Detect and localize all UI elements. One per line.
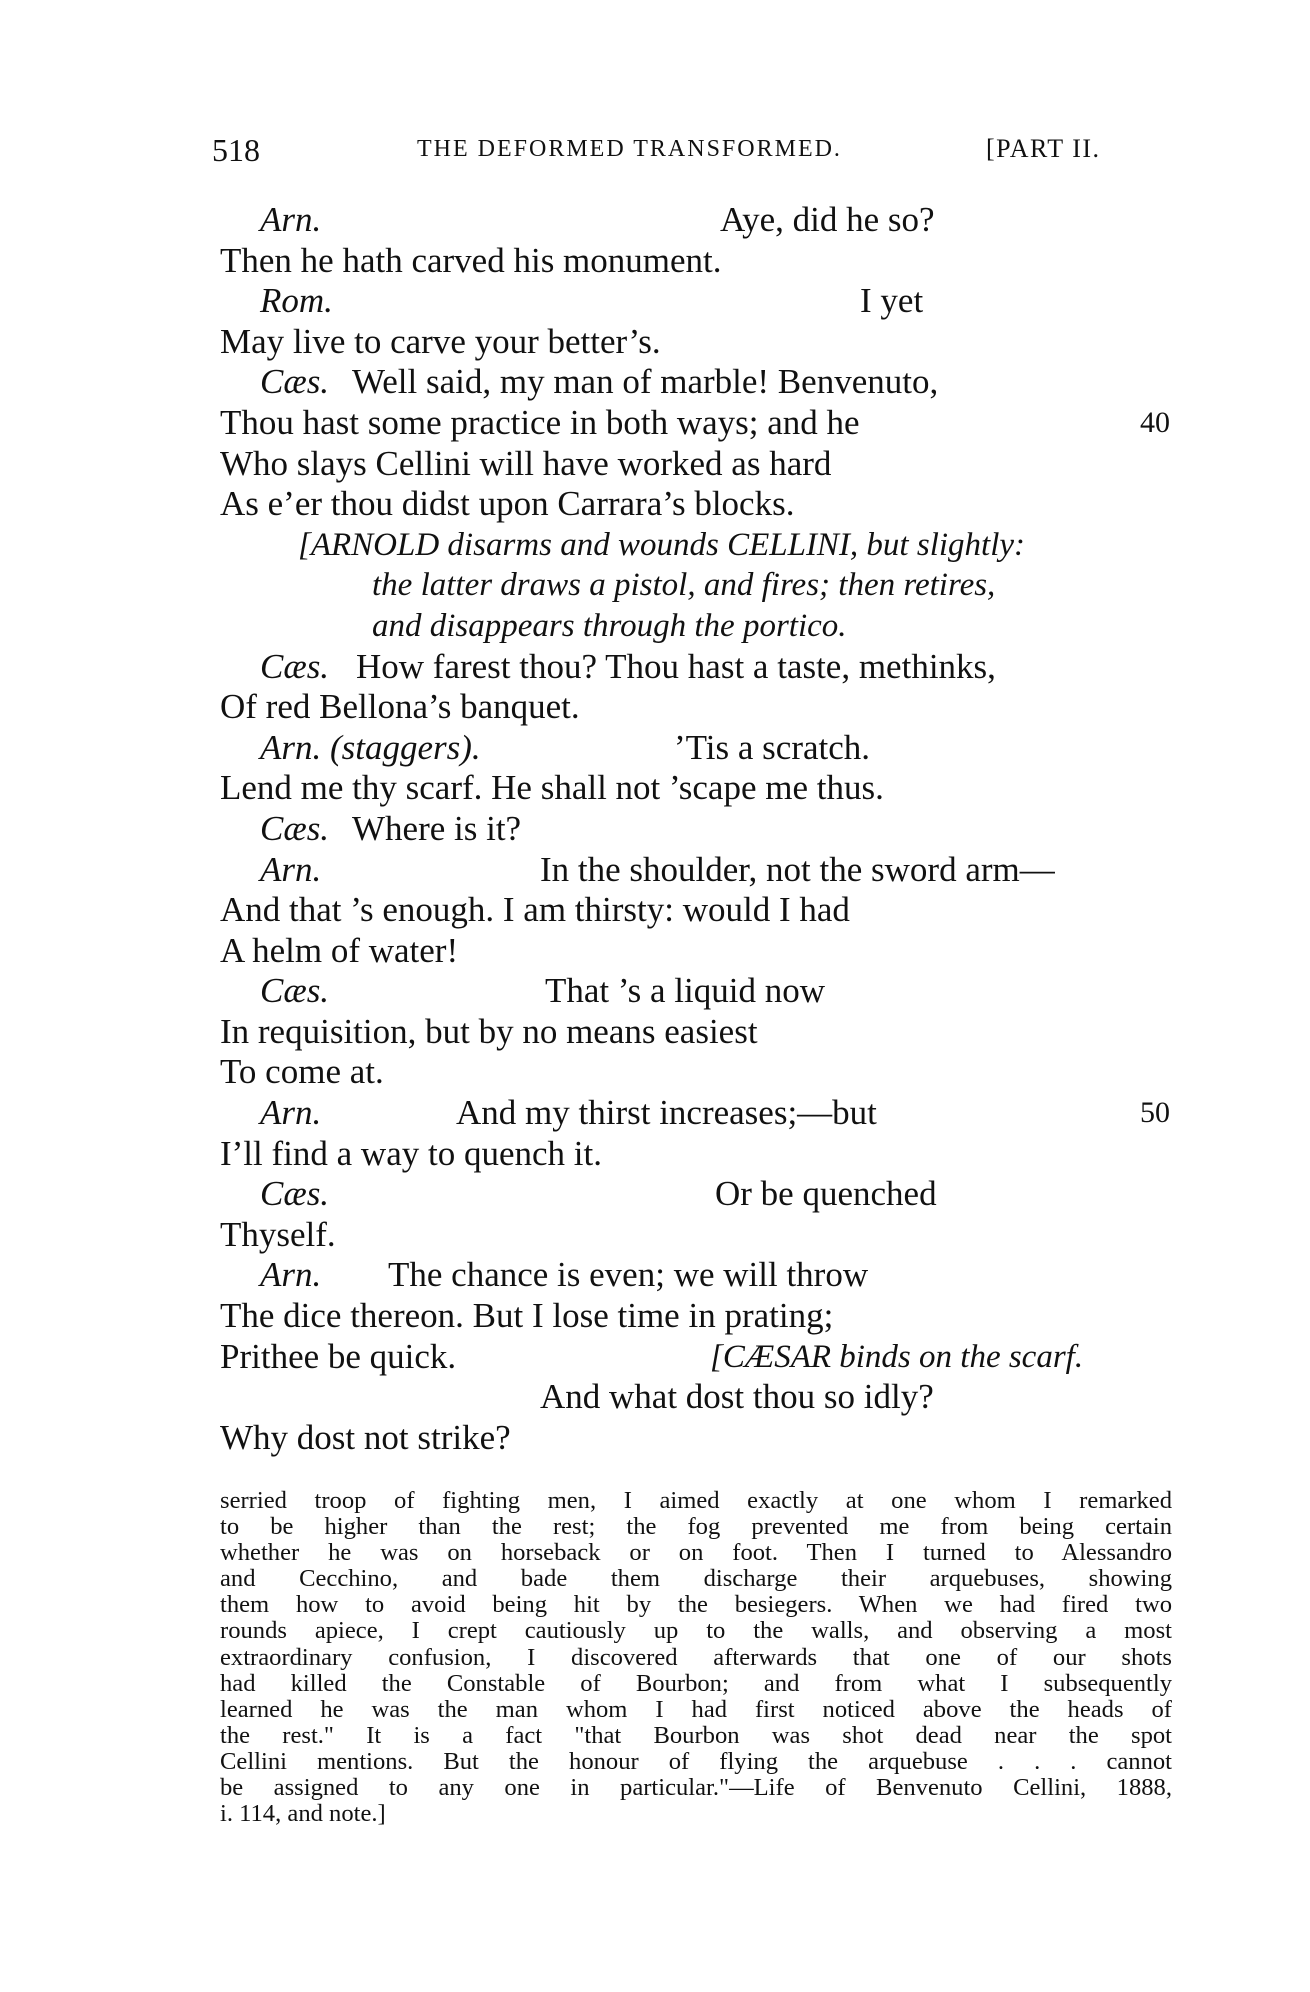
- speaker: Cæs.: [260, 971, 330, 1011]
- line-text: Of red Bellona’s banquet.: [220, 687, 580, 727]
- line-text: I’ll find a way to quench it.: [220, 1133, 602, 1173]
- footnote-line: rounds apiece, I crept cautiously up to the walls, and observing a most: [220, 1617, 1172, 1645]
- line-text: Thyself.: [220, 1214, 336, 1254]
- running-header: [212, 132, 1172, 176]
- footnote-line: extraordinary confusion, I discovered afterwards that one of our shots: [220, 1643, 1172, 1671]
- verse-line: [220, 647, 1180, 688]
- stage-direction-text: and disappears through the portico.: [372, 607, 847, 644]
- verse-line: [220, 728, 1180, 769]
- verse-line: [220, 322, 1180, 363]
- line-text: A helm of water!: [220, 930, 459, 970]
- speaker: Rom.: [260, 281, 333, 321]
- part-label: [PART II.: [986, 134, 1101, 163]
- line-text: ’Tis a scratch.: [674, 727, 871, 767]
- line-text: Lend me thy scarf. He shall not ’scape me thus.: [220, 768, 884, 808]
- verse-line: [220, 362, 1180, 403]
- line-text: I yet: [860, 281, 924, 321]
- line-text: And that ’s enough. I am thirsty: would I had: [220, 890, 850, 930]
- line-number: 40: [1140, 405, 1170, 439]
- verse-line: [220, 890, 1180, 931]
- line-text: In requisition, but by no means easiest: [220, 1011, 758, 1051]
- verse-line: [220, 1296, 1180, 1337]
- verse-line: [220, 931, 1180, 972]
- verse-line: [220, 1134, 1180, 1175]
- verse-line: [220, 403, 1180, 444]
- verse-line: [220, 1377, 1180, 1418]
- speaker: Arn. (staggers).: [260, 727, 481, 767]
- footnote-line: had killed the Constable of Bourbon; and from what I subsequently: [220, 1669, 1172, 1697]
- footnote-line: them how to avoid being hit by the besiegers. When we had fired two: [220, 1591, 1172, 1619]
- line-text: Or be quenched: [715, 1174, 937, 1214]
- footnote-line: i. 114, and note.]: [220, 1800, 386, 1828]
- line-text: How farest thou? Thou hast a taste, methinks,: [356, 646, 996, 686]
- speaker: Cæs.: [260, 646, 330, 686]
- line-text: The chance is even; we will throw: [388, 1255, 869, 1295]
- footnote: [220, 1488, 1172, 1827]
- verse-line: [220, 1174, 1180, 1215]
- line-text: May live to carve your better’s.: [220, 321, 661, 361]
- verse-line: [220, 444, 1180, 485]
- line-text: Who slays Cellini will have worked as hard: [220, 443, 832, 483]
- line-text: As e’er thou didst upon Carrara’s blocks.: [220, 484, 795, 524]
- stage-direction-text: [CÆSAR binds on the scarf.: [710, 1338, 1084, 1375]
- verse-line: [220, 768, 1180, 809]
- line-text: Why dost not strike?: [220, 1417, 511, 1457]
- line-text: To come at.: [220, 1052, 384, 1092]
- verse-line: [220, 1052, 1180, 1093]
- verse-line: [220, 1093, 1180, 1134]
- verse-line: [220, 1012, 1180, 1053]
- verse-line: [220, 484, 1180, 525]
- line-number: 50: [1140, 1096, 1170, 1130]
- stage-direction: [220, 606, 1180, 647]
- stage-direction: [220, 565, 1180, 606]
- verse-line: [220, 1215, 1180, 1256]
- stage-direction: [220, 525, 1180, 566]
- line-text: Then he hath carved his monument.: [220, 240, 722, 280]
- stage-direction-text: the latter draws a pistol, and fires; then retires,: [372, 567, 996, 604]
- verse-line: [220, 1418, 1180, 1459]
- line-text: Where is it?: [352, 808, 522, 848]
- footnote-line: be assigned to any one in particular."—Life of Benvenuto Cellini, 1888,: [220, 1774, 1172, 1802]
- footnote-line: whether he was on horseback or on foot. Then I turned to Alessandro: [220, 1539, 1172, 1567]
- speaker: Arn.: [260, 1093, 322, 1133]
- footnote-line: Cellini mentions. But the honour of flying the arquebuse . . . cannot: [220, 1747, 1172, 1775]
- footnote-line: serried troop of fighting men, I aimed exactly at one whom I remarked: [220, 1487, 1172, 1514]
- line-text: In the shoulder, not the sword arm—: [540, 849, 1055, 889]
- verse-line: [220, 809, 1180, 850]
- line-text: That ’s a liquid now: [545, 971, 825, 1011]
- verse-line: [220, 687, 1180, 728]
- speaker: Cæs.: [260, 1174, 330, 1214]
- line-text: Prithee be quick.: [220, 1336, 457, 1376]
- speaker: Arn.: [260, 849, 322, 889]
- line-text: The dice thereon. But I lose time in prating;: [220, 1296, 834, 1336]
- verse-line: [220, 850, 1180, 891]
- footnote-line: the rest." It is a fact "that Bourbon was shot dead near the spot: [220, 1721, 1172, 1749]
- speaker: Arn.: [260, 200, 322, 239]
- footnote-line: to be higher than the rest; the fog prevented me from being certain: [220, 1513, 1172, 1541]
- line-text: And my thirst increases;—but: [456, 1093, 877, 1133]
- verse-line: [220, 971, 1180, 1012]
- page-number: 518: [212, 132, 260, 168]
- speaker: Arn.: [260, 1255, 322, 1295]
- verse-line: [220, 241, 1180, 282]
- footnote-line: and Cecchino, and bade them discharge their arquebuses, showing: [220, 1565, 1172, 1593]
- verse-line: [220, 200, 1180, 241]
- verse-line: [220, 1337, 1180, 1378]
- line-text: Well said, my man of marble! Benvenuto,: [352, 362, 939, 402]
- verse-line: [220, 1255, 1180, 1296]
- footnote-line: learned he was the man whom I had first noticed above the heads of: [220, 1695, 1172, 1723]
- running-title: THE DEFORMED TRANSFORMED.: [417, 136, 842, 162]
- speaker: Cæs.: [260, 808, 330, 848]
- verse-text: [220, 200, 1180, 1458]
- line-text: Thou hast some practice in both ways; and he: [220, 402, 860, 442]
- line-text: Aye, did he so?: [720, 200, 935, 239]
- speaker: Cæs.: [260, 362, 330, 402]
- stage-direction-text: [ARNOLD disarms and wounds CELLINI, but slightly:: [298, 526, 1025, 563]
- line-text: And what dost thou so idly?: [540, 1377, 934, 1417]
- verse-line: [220, 281, 1180, 322]
